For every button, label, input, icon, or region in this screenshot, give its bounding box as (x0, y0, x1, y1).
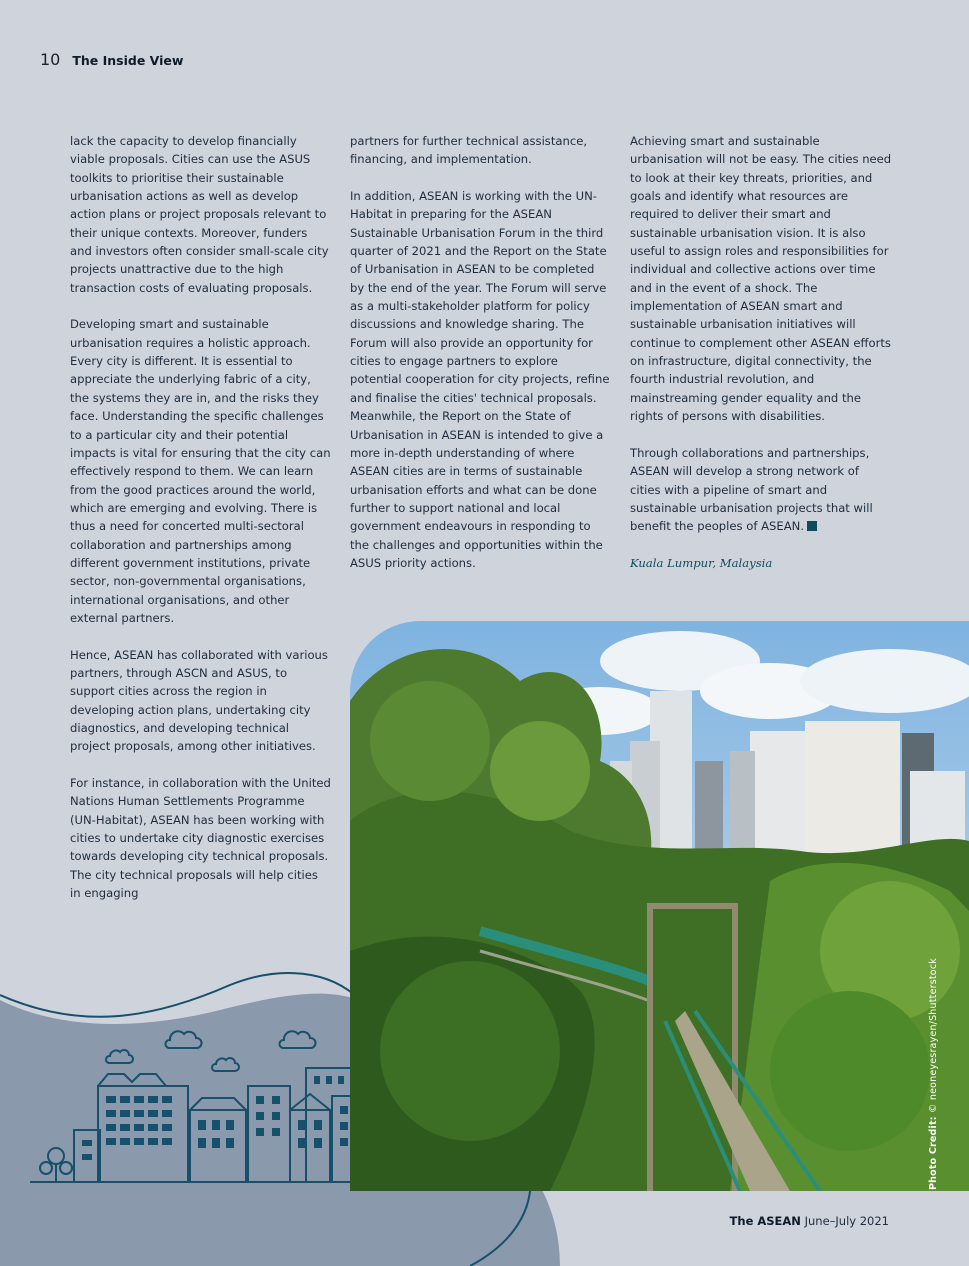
paragraph: In addition, ASEAN is working with the UN-Habitat in preparing for the ASEAN Sustainable Urbanisation Forum in the third quarter of 2021 and the Report on the State of Urbanisation in ASEAN to be completed by the end of the year. The Forum will serve as a multi-stakeholder platform for policy discussions and knowledge sharing. The Forum will also provide an opportunity for cities to engage partners to explore potential cooperation for city projects, refine and finalise the cities' technical proposals. Meanwhile, the Report on the State of Urbanisation in ASEAN is intended to give a more in-depth understanding of where ASEAN cities are in terms of sustainable urbanisation efforts and what can be done further to support national and local government endeavours in responding to the challenges and opportunities within the ASUS priority actions. (350, 189, 610, 570)
page-footer (730, 1214, 889, 1228)
photo-credit-label: Photo Credit: (928, 1116, 939, 1190)
paragraph: For instance, in collaboration with the United Nations Human Settlements Programme (UN-Habitat), ASEAN has been working with cities to undertake city diagnostic exercises towards developing city technical proposals. The city technical proposals will help cities in engaging (70, 776, 331, 901)
paragraph: Achieving smart and sustainable urbanisation will not be easy. The cities need to look at their key threats, priorities, and goals and identify what resources are required to deliver their smart and sustainable urbanisation vision. It is also useful to assign roles and responsibilities for individual and collective actions over time and in the event of a shock. The implementation of ASEAN smart and sustainable urbanisation initiatives will continue to complement other ASEAN efforts on infrastructure, digital connectivity, the fourth industrial revolution, and mainstreaming gender equality and the rights of persons with disabilities. (630, 134, 892, 424)
paragraph: partners for further technical assistance, financing, and implementation. (350, 134, 588, 167)
end-of-article-icon (807, 521, 817, 531)
photo-credit (928, 958, 939, 1190)
section-title: The Inside View (72, 53, 184, 68)
kuala-lumpur-photo (350, 621, 969, 1191)
article-column-1 (70, 132, 332, 921)
paragraph: Hence, ASEAN has collaborated with various partners, through ASCN and ASUS, to support cities across the region in developing action plans, undertaking city diagnostics, and developing technical project proposals, among other initiatives. (70, 647, 328, 754)
photo-caption: Kuala Lumpur, Malaysia (630, 555, 773, 570)
paragraph-with-end-mark (630, 444, 892, 536)
paragraph: Developing smart and sustainable urbanisation requires a holistic approach. Every city is different. It is essential to appreciate the underlying fabric of a city, the systems they are in, and the risks they face. Understanding the specific challenges to a particular city and their potential impacts is vital for ensuring that the city can effectively respond to them. We can learn from the good practices around the world, which are emerging and evolving. There is thus a need for concerted multi-sectoral collaboration and partnerships among different government institutions, private sector, non-governmental organisations, international organisations, and other external partners. (70, 317, 331, 625)
paragraph: Through collaborations and partnerships, ASEAN will develop a strong network of cities with a pipeline of smart and sustainable urbanisation projects that will benefit the peoples of ASEAN. (630, 445, 873, 534)
page-header (40, 50, 183, 69)
article-column-3 (630, 132, 892, 591)
publication-name: The ASEAN (729, 1214, 801, 1228)
paragraph: lack the capacity to develop financially viable proposals. Cities can use the ASUS toolkits to prioritise their sustainable urbanisation actions as well as develop action plans or project proposals relevant to their unique contexts. Moreover, funders and investors often consider small-scale city projects unattractive due to the high transaction costs of evaluating proposals. (70, 134, 329, 295)
page-number: 10 (40, 50, 61, 69)
article-column-2 (350, 132, 612, 591)
photo-credit-text: © neoneyesrayen/Shutterstock (928, 958, 939, 1114)
issue-date: June–July 2021 (804, 1214, 889, 1228)
